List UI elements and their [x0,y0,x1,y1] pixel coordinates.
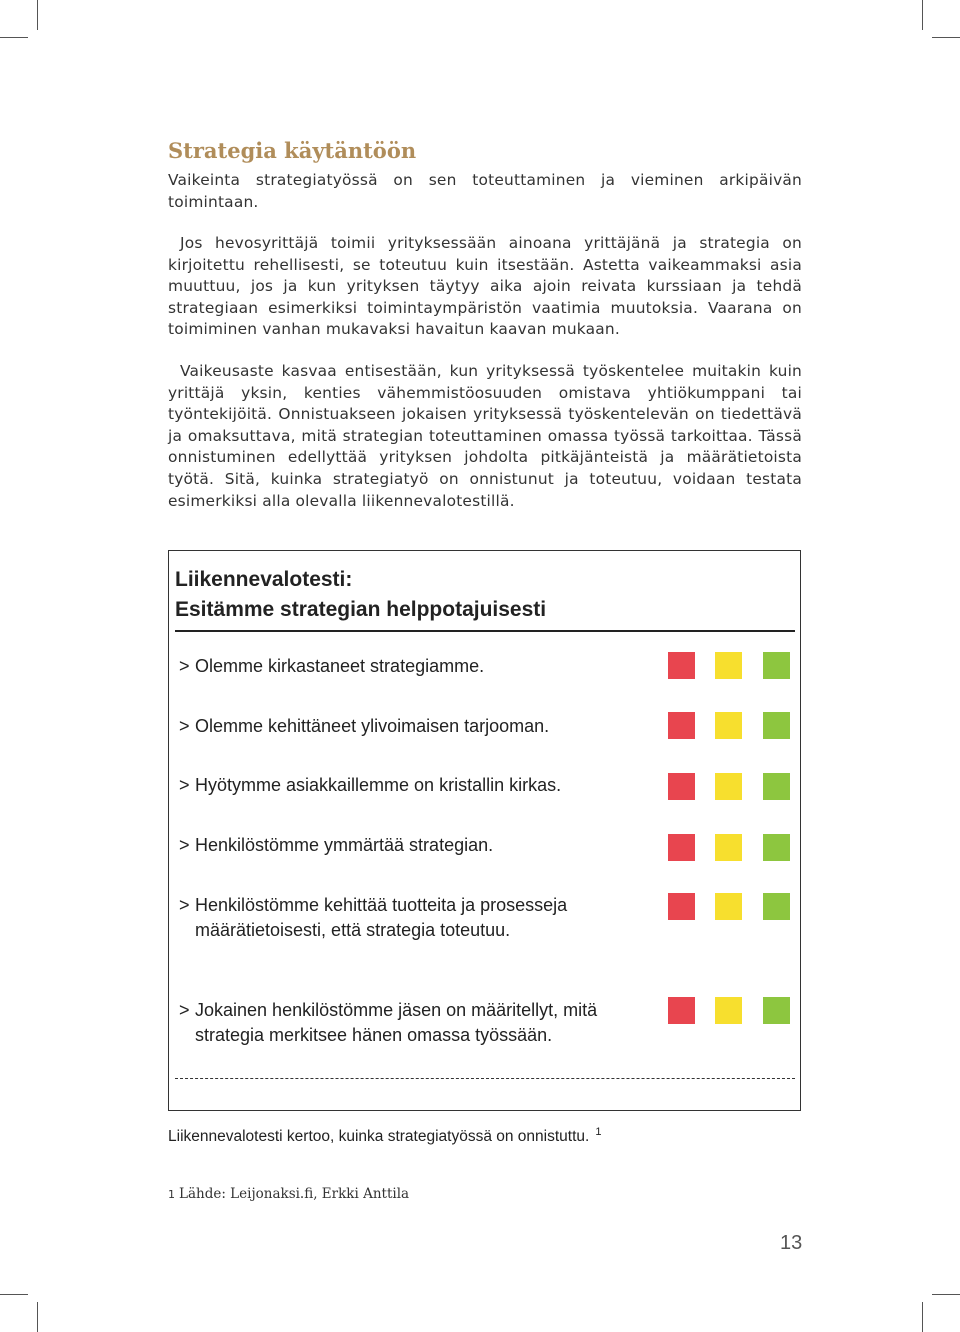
red-light [668,652,695,679]
footnote-mark: 1 [168,1188,175,1201]
checklist-item [179,998,609,1048]
green-light [763,997,790,1024]
checklist-item [179,773,619,798]
item-marker: > [179,656,190,676]
green-light [763,712,790,739]
footnote-text: Lähde: Leijonaksi.fi, Erkki Anttila [179,1186,410,1202]
checklist-item [179,833,619,858]
item-marker: > [179,716,190,736]
section-heading: Strategia käytäntöön [168,138,417,163]
red-light [668,893,695,920]
traffic-lights [668,652,793,680]
yellow-light [715,834,742,861]
caption-text: Liikennevalotesti kertoo, kuinka strategiatyössä on onnistuttu. [168,1128,590,1145]
traffic-lights [668,712,793,740]
item-text: Jokainen henkilöstömme jäsen on määritellyt, mitä strategia merkitsee hänen omassa työssään. [195,1000,598,1045]
paragraph-solo-entrepreneur: Jos hevosyrittäjä toimii yrityksessään ainoana yrittäjänä ja strategia on kirjoitettu rehellisesti, se toteutuu kuin itsestään. Astetta vaikeammaksi asia muuttuu, jos ja kun yrityksen täytyy aika ajoin reivata kurssiaan ja tehdä strategiaan esimerkiksi toimintaympäristön vaatimia muutoksia. Vaarana on toimiminen vanhan mukavaksi havaitun kaavan mukaan. [168,234,802,339]
footnote [168,1186,409,1202]
paragraph-intro: Vaikeinta strategiatyössä on sen toteuttaminen ja vieminen arkipäivän toimintaan. [168,171,802,211]
yellow-light [715,997,742,1024]
yellow-light [715,652,742,679]
checklist-item [179,893,579,943]
traffic-lights [668,893,793,921]
crop-mark [37,0,38,30]
green-light [763,834,790,861]
crop-mark [932,37,960,38]
green-light [763,773,790,800]
traffic-lights [668,773,793,801]
item-marker: > [179,775,190,795]
box-title [175,565,795,625]
crop-mark [0,1294,28,1295]
red-light [668,712,695,739]
box-caption [168,1126,601,1146]
footnote-reference: 1 [595,1126,602,1138]
crop-mark [932,1294,960,1295]
yellow-light [715,712,742,739]
box-title-line-1: Liikennevalotesti: [175,568,353,591]
green-light [763,893,790,920]
crop-mark [0,37,28,38]
page-number: 13 [780,1232,803,1254]
yellow-light [715,773,742,800]
yellow-light [715,893,742,920]
box-title-line-2: Esitämme strategian helppotajuisesti [175,598,547,621]
crop-mark [922,1302,923,1332]
item-marker: > [179,895,190,915]
red-light [668,773,695,800]
traffic-lights [668,997,793,1025]
green-light [763,652,790,679]
item-marker: > [179,835,190,855]
paragraph-difficulty: Vaikeusaste kasvaa entisestään, kun yrityksessä työskentelee muitakin kuin yrittäjä yksin, kenties vähemmistöosuuden omistava yhtiökumppani tai työntekijöitä. Onnistuakseen jokaisen yrityksessä työskentelevän on tiedettävä ja omaksuttava, mitä strategian toteuttaminen omassa työssä tarkoittaa. Tässä onnistuminen edellyttää yrityksen johdolta pitkäjänteistä ja määrätietoista työtä. Sitä, kuinka strategiatyö on onnistunut ja toteutuu, voidaan testata esimerkiksi alla olevalla liikennevalotestillä. [168,362,802,510]
traffic-lights [668,834,793,862]
box-title-rule [175,630,795,632]
red-light [668,834,695,861]
item-text: Henkilöstömme ymmärtää strategian. [195,835,494,855]
crop-mark [922,0,923,30]
dashed-divider [175,1078,795,1079]
traffic-light-test-box [168,550,801,1111]
crop-mark [37,1302,38,1332]
item-text: Olemme kehittäneet ylivoimaisen tarjooman. [195,716,550,736]
red-light [668,997,695,1024]
item-marker: > [179,1000,190,1020]
item-text: Olemme kirkastaneet strategiamme. [195,656,485,676]
item-text: Hyötymme asiakkaillemme on kristallin kirkas. [195,775,562,795]
checklist-item [179,654,619,679]
checklist-item [179,714,619,739]
item-text: Henkilöstömme kehittää tuotteita ja prosesseja määrätietoisesti, että strategia toteutuu. [195,895,568,940]
